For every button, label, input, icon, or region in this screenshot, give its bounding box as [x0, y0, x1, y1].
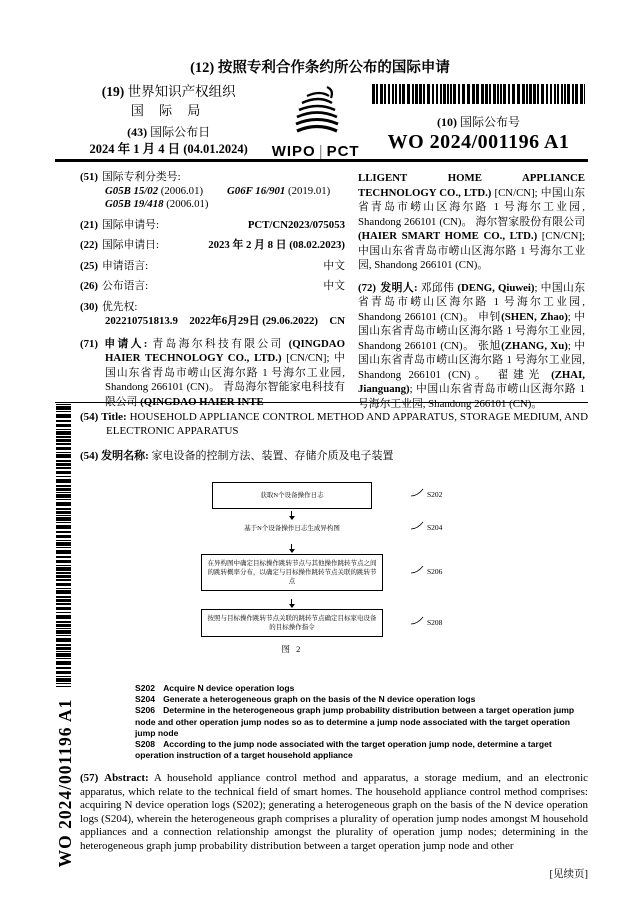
flow-step-s202 — [178, 482, 478, 509]
ipc-code: G05B 19/418 (2006.01) — [105, 198, 209, 210]
flow-arrow-icon — [291, 511, 292, 519]
biblio-right-column — [358, 171, 585, 411]
publication-number-vertical: WO 2024/001196 A1 — [55, 698, 75, 868]
wordmark-divider: | — [318, 143, 324, 160]
field-priority: (30) 优先权: 202210751813.9 2022年6月29日 (29.06.2022) CN — [80, 300, 345, 327]
flow-step-s208 — [178, 609, 478, 637]
field-application-number: (21) 国际申请号: PCT/CN2023/075053 — [80, 218, 345, 231]
legend-line: S206 Determine in the heterogeneous graph jump probability distribution between a target operation jump node and other operation jump nodes so as to determine a jump node associated with the target operation jump node — [135, 705, 575, 738]
publication-number: WO 2024/001196 A1 — [387, 131, 570, 153]
flow-arrow-icon — [291, 544, 292, 552]
invention-title-zh: 家电设备的控制方法、装置、存储介质及电子装置 — [151, 450, 394, 462]
pub-no-label: 国际公布号 — [459, 115, 520, 129]
leader-line-icon — [410, 521, 425, 532]
bibliographic-section — [80, 171, 585, 411]
leader-line-icon — [410, 616, 425, 627]
header-row — [78, 84, 585, 160]
priority-country: CN — [329, 315, 345, 327]
pub-date-value: 2024 年 1 月 4 日 (04.01.2024) — [89, 142, 248, 157]
top-barcode — [372, 84, 585, 104]
figure-caption: 图 2 — [281, 644, 303, 654]
ipc-number: (51) — [80, 171, 98, 183]
org-bureau: 国 际 局 — [130, 102, 207, 118]
continuation-note: [见续页] — [549, 869, 588, 880]
pct-wordmark: PCT — [326, 143, 360, 160]
title-chinese: (54) 发明名称: 家电设备的控制方法、装置、存储介质及电子装置 — [80, 450, 394, 462]
title-english: (54) Title: HOUSEHOLD APPLIANCE CONTROL METHOD AND APPARATUS, STORAGE MEDIUM, AND ELECTRONIC APPARATUS — [80, 411, 589, 437]
legend-line: S202 Acquire N device operation logs — [135, 683, 295, 693]
title-section — [80, 410, 588, 463]
field-ipc — [80, 171, 345, 212]
application-number: PCT/CN2023/075053 — [247, 218, 345, 231]
abstract-text: A household appliance control method and apparatus, a storage medium, and an electronic apparatus, which relate to the technical field of smart homes. The household appliance control method comprises: acquiring N device operation logs (S202); generating a heterogeneous graph on the basis of the N device operation logs (S204), wherein the heterogeneous graph comprises a plurality of operation jump nodes amongst M household appliances and a connection relationship amongst the plurality of operation jump nodes; determining in the heterogeneous graph jump probability distribution between a target operation jump node and other — [80, 772, 589, 852]
filing-language: 中文 — [323, 259, 345, 272]
org-name: 世界知识产权组织 — [127, 84, 236, 99]
step-legend — [135, 683, 582, 761]
step-id: S208 — [427, 617, 443, 627]
leader-line-icon — [410, 565, 425, 576]
pub-date-number: (43) — [127, 125, 148, 140]
doc-type-number: (12) — [190, 60, 215, 76]
applicants-continued: LLIGENT HOME APPLIANCE TECHNOLOGY CO., LTD.) [CN/CN]; 中国山东省青岛市崂山区海尔路 1 号海尔工业园, Shandong 266101 (CN)。 海尔智家股份有限公司(HAIER SMART HOME CO., LTD.) [CN/CN]; 中国山东省青岛市崂山区海尔路 1 号海尔工业园, Shandong 266101 (CN)。 — [358, 172, 586, 271]
field-inventors: (72) 发明人: 邓邱伟 (DENG, Qiuwei); 中国山东省青岛市崂山区海尔路 1 号海尔工业园, Shandong 266101 (CN)。 申钊(SHEN, Zhao); 中国山东省青岛市崂山区海尔路 1 号海尔工业园, Shandong 266101 (CN)。 张旭(ZHANG, Xu); 中国山东省青岛市崂山区海尔路 1 号海尔工业园, Shandong 266101 (CN)。 翟建光 (ZHAI, Jianguang); 中国山东省青岛市崂山区海尔路 1 号海尔工业园, Shandong 266101 (CN)。 — [358, 281, 586, 410]
field-filing-date: (22) 国际申请日: 2023 年 2 月 8 日 (08.02.2023) — [80, 239, 345, 251]
pub-date-label: 国际公布日 — [150, 125, 211, 140]
doc-type-text: 按照专利合作条约所公布的国际申请 — [217, 60, 450, 76]
doc-type-line — [55, 56, 585, 77]
priority-date: 2022年6月29日 (29.06.2022) — [189, 315, 318, 327]
step-id: S204 — [427, 523, 443, 532]
wipo-swirl-icon — [259, 84, 372, 140]
flow-step-s204 — [178, 521, 478, 536]
invention-title-en: HOUSEHOLD APPLIANCE CONTROL METHOD AND APPARATUS, STORAGE MEDIUM, AND ELECTRONIC APPARATUS — [106, 411, 589, 437]
pub-no-number: (10) — [436, 115, 457, 129]
publication-number-block — [372, 84, 585, 154]
flow-step-s206 — [178, 554, 478, 591]
ipc-label: 国际专利分类号: — [102, 171, 181, 183]
section-divider — [55, 402, 588, 403]
flow-box: 获取N个设备操作日志 — [212, 482, 372, 509]
flow-box: 按照与目标操作跳转节点关联的跳转节点确定目标家电设备的目标操作指令 — [201, 609, 383, 637]
flow-text: 基于N个设备操作日志生成异构图 — [244, 525, 340, 532]
flow-arrow-icon — [291, 599, 292, 607]
publication-language: 中文 — [323, 280, 345, 292]
abstract-section: (57) Abstract: A household appliance control method and apparatus, a storage medium, and an electronic apparatus, which relate to the technical field of smart homes. The household appliance control method comprises: acquiring N device operation logs (S202); generating a heterogeneous graph on the basis of the N device operation logs (S204), wherein the heterogeneous graph comprises a plurality of operation jump nodes amongst M household appliances and a connection relationship amongst the plurality of operation jump nodes; determining in the heterogeneous graph jump probability distribution between a target operation jump node and other — [80, 772, 589, 852]
field-filing-language: (25) 申请语言: 中文 — [80, 259, 345, 272]
field-publication-language: (26) 公布语言: 中文 — [80, 280, 345, 292]
field-applicants: (71) 申请人: 青岛海尔科技有限公司 (QINGDAO HAIER TECHNOLOGY CO., LTD.) [CN/CN]; 中国山东省青岛市崂山区海尔路 1 号海尔工业园, Shandong 266101 (CN)。 青岛海尔智能家电科技有限公司 (QINGDAO HAIER INTE- — [80, 337, 345, 408]
leader-line-icon — [410, 488, 425, 499]
legend-line: S204 Generate a heterogeneous graph on the basis of the N device operation logs — [135, 694, 476, 705]
priority-number: 202210751813.9 — [105, 315, 178, 327]
flow-box: 在异构图中确定目标操作跳转节点与其他操作跳转节点之间的跳转概率分布，以确定与目标操作跳转节点关联的跳转节点 — [201, 554, 383, 591]
org-number: (19) — [101, 84, 125, 99]
ipc-code: G05B 15/02 (2006.01) — [105, 184, 204, 197]
step-id: S202 — [427, 490, 443, 499]
issuing-office-block — [78, 84, 259, 158]
biblio-left-column — [80, 171, 345, 411]
flowchart-figure — [178, 482, 478, 655]
wipo-wordmark: WIPO — [271, 143, 316, 160]
ipc-code: G06F 16/901 (2019.01) — [227, 184, 331, 197]
filing-date: 2023 年 2 月 8 日 (08.02.2023) — [208, 239, 345, 251]
legend-line: S208 According to the jump node associated with the target operation jump node, determine a target operation instruction of a target household appliance — [135, 739, 552, 761]
header-divider — [55, 159, 588, 162]
side-barcode — [56, 404, 71, 687]
step-id: S206 — [427, 567, 443, 576]
wipo-logo-block — [259, 84, 372, 160]
